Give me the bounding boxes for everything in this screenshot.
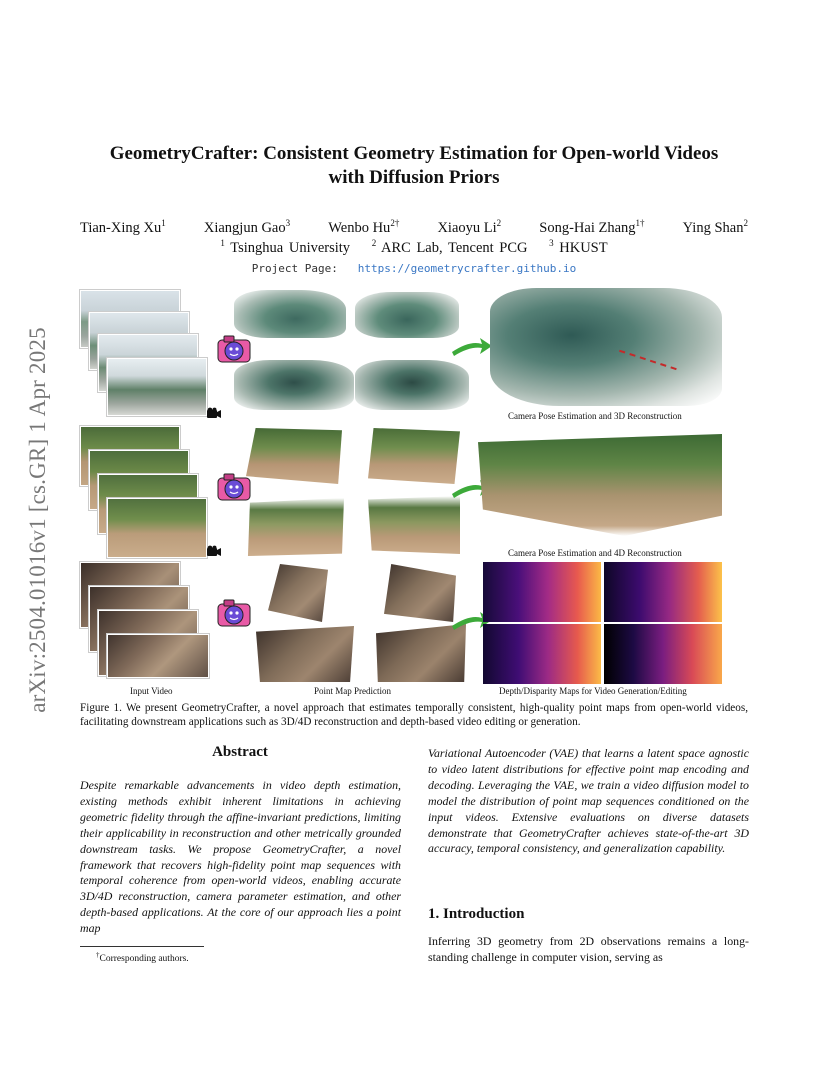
- 4d-reconstruction-2: [478, 434, 722, 536]
- footnote: †Corresponding authors.: [96, 951, 189, 965]
- introduction-heading: 1. Introduction: [428, 906, 525, 922]
- author: Ying Shan$^2$: [682, 218, 748, 236]
- depth-map-3: [483, 624, 601, 684]
- affiliations: $^1$ Tsinghua University $^2$ ARC Lab, Tencent PCG $^3$ HKUST: [220, 238, 608, 256]
- depth-map-4: [604, 624, 722, 684]
- col1-label: Input Video: [130, 686, 173, 696]
- 3d-reconstruction-1: [490, 288, 722, 406]
- introduction-text: Inferring 3D geometry from 2D observations remains a long-standing challenge in computer vision, serving as: [428, 934, 749, 964]
- point-map-2b: [368, 428, 460, 484]
- point-map-1c: [234, 360, 354, 410]
- geometrycrafter-logo-icon: [216, 334, 252, 364]
- depth-map-1: [483, 562, 601, 622]
- paper-title: [80, 142, 748, 190]
- author-list: [80, 218, 748, 237]
- abstract-heading: Abstract: [212, 744, 268, 760]
- abstract-text-left: Despite remarkable advancements in video depth estimation, existing methods exhibit inherent limitations in achieving geometric fidelity through the affine-invariant predictions, limiting their applicability in reconstruction and other metrically grounded downstream tasks. We propose GeometryCrafter, a novel framework that recovers high-fidelity point map sequences with temporal coherence from open-world videos, enabling accurate 3D/4D reconstruction, camera parameter estimation, and other depth-based applications. At the core of our approach lies a point map: [80, 778, 401, 936]
- title-line-1: GeometryCrafter: Consistent Geometry Estimation for Open-world Videos: [109, 143, 719, 164]
- author: Wenbo $Hu^{2\dagger}$: [328, 218, 400, 236]
- camera-icon: [206, 406, 222, 418]
- point-map-2c: [246, 498, 344, 556]
- figure-caption: Figure 1. We present GeometryCrafter, a novel approach that estimates temporally consistent, high-quality point maps from open-world videos, facilitating downstream applications such as 3D/4D reconstruction and depth-based video editing or generation.: [80, 702, 748, 728]
- depth-map-2: [604, 562, 722, 622]
- row1-label: Camera Pose Estimation and 3D Reconstruction: [508, 411, 682, 421]
- col3-label: Depth/Disparity Maps for Video Generation/Editing: [499, 686, 687, 696]
- point-map-3a: [268, 564, 328, 622]
- author: Xiangjun Gao$^3$: [203, 218, 291, 236]
- point-map-1d: [355, 360, 469, 410]
- point-map-2a: [246, 428, 342, 484]
- point-map-1b: [355, 292, 459, 338]
- footnote-rule: [80, 946, 204, 947]
- point-map-3c: [256, 626, 354, 682]
- project-label: Project Page:: [251, 262, 338, 275]
- abstract-text-right: Variational Autoencoder (VAE) that learns a latent space agnostic to video latent distributions for effective point map encoding and decoding. Leveraging the VAE, we train a video diffusion model to model the distribution of point map sequences conditioned on the input videos. Extensive evaluations on diverse datasets demonstrate that GeometryCrafter achieves state-of-the-art 3D accuracy, temporal consistency, and generalization capability.: [428, 746, 749, 856]
- title-line-2: with Diffusion Priors: [328, 167, 500, 188]
- project-page: [80, 262, 748, 275]
- teaser-figure: [80, 288, 748, 698]
- author: Xiaoyu Li$^2$: [437, 218, 502, 236]
- row2-label: Camera Pose Estimation and 4D Reconstruction: [508, 548, 682, 558]
- point-map-3b: [384, 564, 456, 622]
- arrow-right-icon: [450, 336, 494, 358]
- col2-label: Point Map Prediction: [314, 686, 391, 696]
- camera-icon: [206, 544, 222, 556]
- point-map-1a: [234, 290, 346, 338]
- point-map-3d: [376, 624, 466, 682]
- author: Song-Hai Zhang$^{1\dagger}$: [539, 218, 645, 236]
- project-link[interactable]: https://geometrycrafter.github.io: [357, 262, 577, 275]
- geometrycrafter-logo-icon: [216, 472, 252, 502]
- arxiv-identifier: arXiv:2504.01016v1 [cs.GR] 1 Apr 2025: [25, 327, 50, 713]
- author: Tian-Xing Xu$^1$: [80, 218, 166, 236]
- geometrycrafter-logo-icon: [216, 598, 252, 628]
- point-map-2d: [368, 496, 460, 554]
